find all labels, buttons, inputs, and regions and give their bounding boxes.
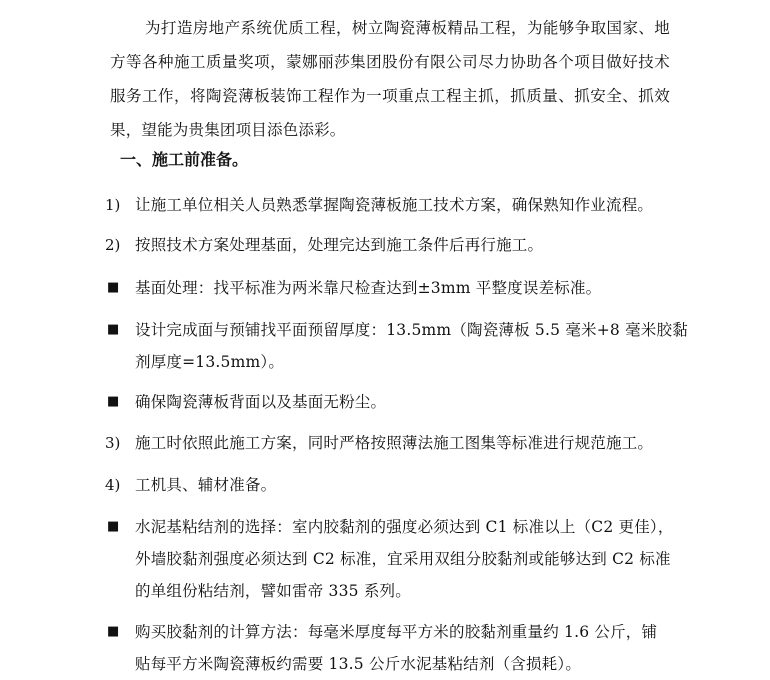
item-line: 施工时依照此施工方案，同时严格按照薄法施工图集等标准进行规范施工。 bbox=[135, 434, 654, 452]
list-item bbox=[105, 469, 665, 501]
list-item bbox=[105, 272, 665, 304]
item-number: 4) bbox=[105, 476, 121, 494]
item-line: 贴每平方米陶瓷薄板约需要 13.5 公斤水泥基粘结剂（含损耗）。 bbox=[135, 655, 582, 673]
list-item bbox=[105, 386, 665, 418]
item-line: 购买胶黏剂的计算方法：每毫米厚度每平方米的胶黏剂重量约 1.6 公斤，铺 bbox=[135, 623, 658, 641]
item-text bbox=[135, 314, 688, 378]
item-line: 外墙胶黏剂强度必须达到 C2 标准，宜采用双组分胶黏剂或能够达到 C2 标准 bbox=[135, 550, 671, 568]
item-text bbox=[135, 272, 665, 304]
intro-paragraph bbox=[110, 11, 670, 147]
list-item bbox=[105, 229, 665, 261]
item-number: 3) bbox=[105, 434, 121, 452]
item-line: 工机具、辅材准备。 bbox=[135, 476, 277, 494]
square-bullet-icon: ■ bbox=[107, 322, 120, 337]
item-line: 确保陶瓷薄板背面以及基面无粉尘。 bbox=[135, 393, 387, 411]
intro-line: 为打造房地产系统优质工程，树立陶瓷薄板精品工程，为能够争取国家、 bbox=[145, 19, 655, 37]
square-bullet-icon: ■ bbox=[107, 519, 120, 534]
list-item bbox=[105, 427, 665, 459]
item-text bbox=[135, 189, 665, 221]
list-item bbox=[105, 189, 665, 221]
item-text bbox=[135, 427, 665, 459]
square-bullet-icon: ■ bbox=[107, 394, 120, 409]
square-bullet-icon: ■ bbox=[107, 280, 120, 295]
list-item bbox=[105, 314, 688, 378]
section-heading: 一、施工前准备。 bbox=[120, 150, 249, 169]
item-line: 按照技术方案处理基面，处理完达到施工条件后再行施工。 bbox=[135, 236, 544, 254]
item-line: 设计完成面与预铺找平面预留厚度：13.5mm（陶瓷薄板 5.5 毫米+8 毫米胶黏 bbox=[135, 321, 688, 339]
list-item bbox=[105, 616, 665, 680]
item-line: 剂厚度=13.5mm）。 bbox=[135, 353, 285, 371]
item-line: 基面处理：找平标准为两米靠尺检查达到±3mm 平整度误差标准。 bbox=[135, 279, 602, 297]
item-text bbox=[135, 229, 665, 261]
item-number: 1) bbox=[105, 196, 121, 214]
item-text bbox=[135, 469, 665, 501]
item-text bbox=[135, 511, 674, 607]
intro-line: 地方等各种施工质量奖项，蒙娜丽莎集团股份有限公司尽力协助各个项目做好技 bbox=[110, 19, 670, 71]
item-line: 的单组份粘结剂，譬如雷帝 335 系列。 bbox=[135, 582, 411, 600]
item-text bbox=[135, 386, 665, 418]
intro-line: 术服务工作，将陶瓷薄板装饰工程作为一项重点工程主抓，抓质量、抓安全、抓 bbox=[110, 53, 670, 105]
item-text bbox=[135, 616, 665, 680]
item-number: 2) bbox=[105, 236, 121, 254]
item-line: 让施工单位相关人员熟悉掌握陶瓷薄板施工技术方案，确保熟知作业流程。 bbox=[135, 196, 654, 214]
intro-line: 效果，望能为贵集团项目添色添彩。 bbox=[110, 87, 670, 139]
list-item bbox=[105, 511, 674, 607]
item-line: 水泥基粘结剂的选择：室内胶黏剂的强度必须达到 C1 标准以上（C2 更佳）， bbox=[135, 518, 674, 536]
square-bullet-icon: ■ bbox=[107, 624, 120, 639]
